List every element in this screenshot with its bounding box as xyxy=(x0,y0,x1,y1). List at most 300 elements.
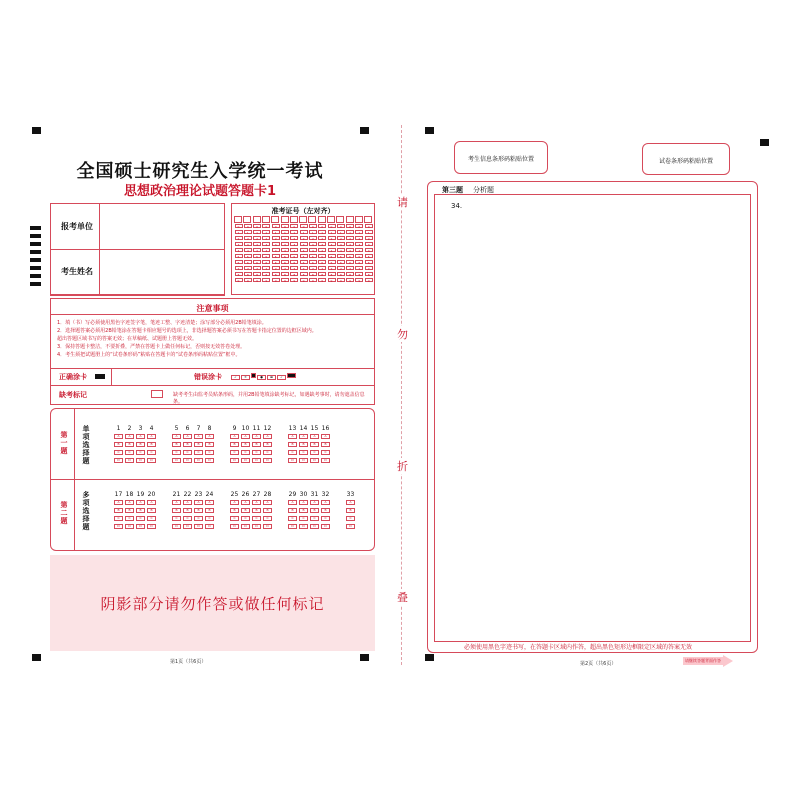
option-bubble-d[interactable]: D xyxy=(114,524,123,529)
ticket-digit-bubble[interactable]: 0 xyxy=(365,224,373,228)
ticket-digit-bubble[interactable]: 3 xyxy=(309,242,317,246)
ticket-digit-bubble[interactable]: 3 xyxy=(365,242,373,246)
option-bubble-c[interactable]: C xyxy=(230,450,239,455)
ticket-digit-bubble[interactable]: 5 xyxy=(300,254,308,258)
ticket-digit-bubble[interactable]: 8 xyxy=(253,272,261,276)
ticket-digit-bubble[interactable]: 4 xyxy=(337,248,345,252)
ticket-digit-bubble[interactable]: 8 xyxy=(337,272,345,276)
ticket-digit-bubble[interactable]: 5 xyxy=(346,254,354,258)
ticket-digit-bubble[interactable]: 6 xyxy=(244,260,252,264)
ticket-digit-bubble[interactable]: 6 xyxy=(328,260,336,264)
ticket-digit-bubble[interactable]: 2 xyxy=(281,236,289,240)
ticket-digit-bubble[interactable]: 7 xyxy=(272,266,280,270)
option-bubble-d[interactable]: D xyxy=(288,524,297,529)
option-bubble-a[interactable]: A xyxy=(252,500,261,505)
option-bubble-a[interactable]: A xyxy=(230,434,239,439)
option-bubble-d[interactable]: D xyxy=(299,524,308,529)
ticket-digit-bubble[interactable]: 7 xyxy=(300,266,308,270)
option-bubble-b[interactable]: B xyxy=(136,442,145,447)
ticket-digit-bubble[interactable]: 3 xyxy=(235,242,243,246)
option-bubble-b[interactable]: B xyxy=(194,508,203,513)
ticket-digit-bubble[interactable]: 7 xyxy=(355,266,363,270)
ticket-digit-bubble[interactable]: 0 xyxy=(346,224,354,228)
option-bubble-a[interactable]: A xyxy=(125,434,134,439)
ticket-digit-bubble[interactable]: 5 xyxy=(235,254,243,258)
option-bubble-b[interactable]: B xyxy=(194,442,203,447)
ticket-write-box[interactable] xyxy=(271,216,279,223)
option-bubble-b[interactable]: B xyxy=(230,442,239,447)
ticket-digit-bubble[interactable]: 9 xyxy=(355,278,363,282)
option-bubble-b[interactable]: B xyxy=(252,442,261,447)
ticket-digit-bubble[interactable]: 2 xyxy=(328,236,336,240)
ticket-digit-bubble[interactable]: 6 xyxy=(318,260,326,264)
option-bubble-d[interactable]: D xyxy=(299,458,308,463)
ticket-digit-bubble[interactable]: 5 xyxy=(355,254,363,258)
option-bubble-a[interactable]: A xyxy=(299,434,308,439)
option-bubble-a[interactable]: A xyxy=(321,500,330,505)
option-bubble-a[interactable]: A xyxy=(252,434,261,439)
option-bubble-b[interactable]: B xyxy=(263,442,272,447)
option-bubble-d[interactable]: D xyxy=(114,458,123,463)
ticket-write-box[interactable] xyxy=(364,216,372,223)
ticket-digit-bubble[interactable]: 9 xyxy=(272,278,280,282)
option-bubble-d[interactable]: D xyxy=(230,458,239,463)
option-bubble-b[interactable]: B xyxy=(147,508,156,513)
option-bubble-a[interactable]: A xyxy=(241,434,250,439)
ticket-digit-bubble[interactable]: 3 xyxy=(355,242,363,246)
option-bubble-d[interactable]: D xyxy=(346,524,355,529)
option-bubble-c[interactable]: C xyxy=(172,450,181,455)
ticket-digit-bubble[interactable]: 8 xyxy=(309,272,317,276)
option-bubble-a[interactable]: A xyxy=(172,434,181,439)
option-bubble-d[interactable]: D xyxy=(263,458,272,463)
option-bubble-c[interactable]: C xyxy=(321,516,330,521)
ticket-write-box[interactable] xyxy=(355,216,363,223)
ticket-digit-bubble[interactable]: 7 xyxy=(290,266,298,270)
ticket-digit-bubble[interactable]: 1 xyxy=(355,230,363,234)
ticket-digit-bubble[interactable]: 0 xyxy=(355,224,363,228)
ticket-digit-bubble[interactable]: 9 xyxy=(309,278,317,282)
option-bubble-c[interactable]: C xyxy=(172,516,181,521)
ticket-digit-bubble[interactable]: 7 xyxy=(318,266,326,270)
option-bubble-a[interactable]: A xyxy=(114,500,123,505)
ticket-digit-bubble[interactable]: 6 xyxy=(355,260,363,264)
option-bubble-c[interactable]: C xyxy=(288,516,297,521)
ticket-digit-bubble[interactable]: 2 xyxy=(244,236,252,240)
option-bubble-a[interactable]: A xyxy=(147,500,156,505)
option-bubble-c[interactable]: C xyxy=(136,450,145,455)
option-bubble-c[interactable]: C xyxy=(147,516,156,521)
option-bubble-b[interactable]: B xyxy=(346,508,355,513)
ticket-digit-bubble[interactable]: 9 xyxy=(290,278,298,282)
ticket-digit-bubble[interactable]: 7 xyxy=(244,266,252,270)
ticket-digit-bubble[interactable]: 4 xyxy=(328,248,336,252)
ticket-digit-bubble[interactable]: 6 xyxy=(309,260,317,264)
ticket-digit-bubble[interactable]: 9 xyxy=(262,278,270,282)
ticket-digit-bubble[interactable]: 8 xyxy=(355,272,363,276)
option-bubble-a[interactable]: A xyxy=(125,500,134,505)
ticket-digit-bubble[interactable]: 7 xyxy=(253,266,261,270)
option-bubble-a[interactable]: A xyxy=(136,434,145,439)
option-bubble-c[interactable]: C xyxy=(147,450,156,455)
option-bubble-c[interactable]: C xyxy=(299,516,308,521)
option-bubble-b[interactable]: B xyxy=(241,442,250,447)
ticket-write-box[interactable] xyxy=(327,216,335,223)
option-bubble-d[interactable]: D xyxy=(183,524,192,529)
option-bubble-a[interactable]: A xyxy=(321,434,330,439)
option-bubble-b[interactable]: B xyxy=(288,442,297,447)
ticket-write-box[interactable] xyxy=(346,216,354,223)
option-bubble-c[interactable]: C xyxy=(241,516,250,521)
option-bubble-d[interactable]: D xyxy=(241,524,250,529)
option-bubble-c[interactable]: C xyxy=(346,516,355,521)
ticket-digit-bubble[interactable]: 5 xyxy=(365,254,373,258)
option-bubble-b[interactable]: B xyxy=(263,508,272,513)
option-bubble-d[interactable]: D xyxy=(194,458,203,463)
option-bubble-a[interactable]: A xyxy=(205,434,214,439)
ticket-write-box[interactable] xyxy=(318,216,326,223)
option-bubble-b[interactable]: B xyxy=(172,442,181,447)
option-bubble-d[interactable]: D xyxy=(205,458,214,463)
ticket-digit-bubble[interactable]: 1 xyxy=(244,230,252,234)
ticket-digit-bubble[interactable]: 0 xyxy=(253,224,261,228)
option-bubble-d[interactable]: D xyxy=(252,458,261,463)
option-bubble-a[interactable]: A xyxy=(263,434,272,439)
option-bubble-a[interactable]: A xyxy=(346,500,355,505)
ticket-digit-bubble[interactable]: 6 xyxy=(337,260,345,264)
ticket-digit-bubble[interactable]: 0 xyxy=(262,224,270,228)
ticket-digit-bubble[interactable]: 7 xyxy=(337,266,345,270)
ticket-digit-bubble[interactable]: 1 xyxy=(235,230,243,234)
option-bubble-d[interactable]: D xyxy=(136,458,145,463)
option-bubble-a[interactable]: A xyxy=(310,500,319,505)
ticket-digit-bubble[interactable]: 1 xyxy=(365,230,373,234)
ticket-digit-bubble[interactable]: 7 xyxy=(309,266,317,270)
option-bubble-d[interactable]: D xyxy=(205,524,214,529)
ticket-digit-bubble[interactable]: 7 xyxy=(262,266,270,270)
ticket-digit-bubble[interactable]: 2 xyxy=(290,236,298,240)
option-bubble-b[interactable]: B xyxy=(172,508,181,513)
option-bubble-b[interactable]: B xyxy=(321,442,330,447)
ticket-digit-bubble[interactable]: 6 xyxy=(235,260,243,264)
ticket-digit-bubble[interactable]: 1 xyxy=(346,230,354,234)
ticket-digit-bubble[interactable]: 6 xyxy=(262,260,270,264)
option-bubble-b[interactable]: B xyxy=(183,508,192,513)
ticket-digit-bubble[interactable]: 3 xyxy=(262,242,270,246)
ticket-digit-bubble[interactable]: 3 xyxy=(290,242,298,246)
ticket-digit-bubble[interactable]: 1 xyxy=(262,230,270,234)
ticket-digit-bubble[interactable]: 1 xyxy=(290,230,298,234)
ticket-digit-bubble[interactable]: 9 xyxy=(337,278,345,282)
option-bubble-c[interactable]: C xyxy=(194,450,203,455)
option-bubble-d[interactable]: D xyxy=(183,458,192,463)
ticket-digit-bubble[interactable]: 4 xyxy=(318,248,326,252)
option-bubble-c[interactable]: C xyxy=(125,450,134,455)
ticket-digit-bubble[interactable]: 1 xyxy=(281,230,289,234)
option-bubble-d[interactable]: D xyxy=(147,458,156,463)
option-bubble-d[interactable]: D xyxy=(194,524,203,529)
ticket-write-box[interactable] xyxy=(243,216,251,223)
option-bubble-c[interactable]: C xyxy=(263,516,272,521)
option-bubble-d[interactable]: D xyxy=(252,524,261,529)
option-bubble-a[interactable]: A xyxy=(136,500,145,505)
ticket-digit-bubble[interactable]: 2 xyxy=(309,236,317,240)
option-bubble-a[interactable]: A xyxy=(172,500,181,505)
ticket-digit-bubble[interactable]: 2 xyxy=(346,236,354,240)
ticket-digit-bubble[interactable]: 0 xyxy=(337,224,345,228)
ticket-digit-bubble[interactable]: 7 xyxy=(346,266,354,270)
ticket-digit-bubble[interactable]: 1 xyxy=(253,230,261,234)
option-bubble-d[interactable]: D xyxy=(230,524,239,529)
option-bubble-d[interactable]: D xyxy=(136,524,145,529)
ticket-digit-bubble[interactable]: 2 xyxy=(355,236,363,240)
ticket-digit-bubble[interactable]: 6 xyxy=(253,260,261,264)
option-bubble-a[interactable]: A xyxy=(183,434,192,439)
ticket-digit-bubble[interactable]: 0 xyxy=(244,224,252,228)
ticket-digit-bubble[interactable]: 2 xyxy=(253,236,261,240)
ticket-digit-bubble[interactable]: 6 xyxy=(300,260,308,264)
option-bubble-d[interactable]: D xyxy=(288,458,297,463)
option-bubble-c[interactable]: C xyxy=(263,450,272,455)
ticket-digit-bubble[interactable]: 7 xyxy=(281,266,289,270)
option-bubble-a[interactable]: A xyxy=(147,434,156,439)
ticket-digit-bubble[interactable]: 3 xyxy=(272,242,280,246)
ticket-digit-bubble[interactable]: 9 xyxy=(365,278,373,282)
ticket-digit-bubble[interactable]: 4 xyxy=(309,248,317,252)
option-bubble-d[interactable]: D xyxy=(310,458,319,463)
ticket-digit-bubble[interactable]: 4 xyxy=(365,248,373,252)
option-bubble-a[interactable]: A xyxy=(194,434,203,439)
option-bubble-b[interactable]: B xyxy=(114,442,123,447)
ticket-digit-bubble[interactable]: 3 xyxy=(328,242,336,246)
ticket-digit-bubble[interactable]: 0 xyxy=(235,224,243,228)
option-bubble-d[interactable]: D xyxy=(241,458,250,463)
ticket-digit-bubble[interactable]: 3 xyxy=(244,242,252,246)
ticket-digit-bubble[interactable]: 8 xyxy=(281,272,289,276)
ticket-digit-bubble[interactable]: 8 xyxy=(318,272,326,276)
ticket-write-box[interactable] xyxy=(253,216,261,223)
option-bubble-c[interactable]: C xyxy=(299,450,308,455)
option-bubble-a[interactable]: A xyxy=(194,500,203,505)
ticket-digit-bubble[interactable]: 0 xyxy=(300,224,308,228)
ticket-digit-bubble[interactable]: 4 xyxy=(290,248,298,252)
option-bubble-c[interactable]: C xyxy=(288,450,297,455)
ticket-digit-bubble[interactable]: 2 xyxy=(235,236,243,240)
ticket-digit-bubble[interactable]: 6 xyxy=(346,260,354,264)
ticket-digit-bubble[interactable]: 3 xyxy=(281,242,289,246)
option-bubble-b[interactable]: B xyxy=(241,508,250,513)
ticket-digit-bubble[interactable]: 5 xyxy=(244,254,252,258)
option-bubble-b[interactable]: B xyxy=(299,442,308,447)
option-bubble-d[interactable]: D xyxy=(310,524,319,529)
option-bubble-a[interactable]: A xyxy=(288,500,297,505)
ticket-digit-bubble[interactable]: 0 xyxy=(328,224,336,228)
ticket-digit-bubble[interactable]: 2 xyxy=(262,236,270,240)
ticket-digit-bubble[interactable]: 9 xyxy=(328,278,336,282)
option-bubble-a[interactable]: A xyxy=(241,500,250,505)
field-unit[interactable] xyxy=(50,203,225,250)
option-bubble-d[interactable]: D xyxy=(321,458,330,463)
ticket-digit-bubble[interactable]: 7 xyxy=(328,266,336,270)
ticket-digit-bubble[interactable]: 8 xyxy=(235,272,243,276)
ticket-digit-bubble[interactable]: 3 xyxy=(318,242,326,246)
option-bubble-c[interactable]: C xyxy=(114,450,123,455)
option-bubble-b[interactable]: B xyxy=(114,508,123,513)
ticket-digit-bubble[interactable]: 9 xyxy=(253,278,261,282)
option-bubble-c[interactable]: C xyxy=(205,516,214,521)
option-bubble-a[interactable]: A xyxy=(114,434,123,439)
option-bubble-c[interactable]: C xyxy=(125,516,134,521)
ticket-digit-bubble[interactable]: 1 xyxy=(300,230,308,234)
option-bubble-b[interactable]: B xyxy=(310,442,319,447)
ticket-digit-bubble[interactable]: 5 xyxy=(328,254,336,258)
option-bubble-c[interactable]: C xyxy=(194,516,203,521)
ticket-digit-bubble[interactable]: 9 xyxy=(235,278,243,282)
option-bubble-c[interactable]: C xyxy=(183,450,192,455)
ticket-digit-bubble[interactable]: 9 xyxy=(300,278,308,282)
ticket-digit-bubble[interactable]: 7 xyxy=(365,266,373,270)
option-bubble-b[interactable]: B xyxy=(183,442,192,447)
ticket-write-box[interactable] xyxy=(281,216,289,223)
ticket-digit-bubble[interactable]: 4 xyxy=(235,248,243,252)
option-bubble-d[interactable]: D xyxy=(321,524,330,529)
ticket-digit-bubble[interactable]: 9 xyxy=(346,278,354,282)
ticket-digit-bubble[interactable]: 8 xyxy=(328,272,336,276)
ticket-digit-bubble[interactable]: 4 xyxy=(346,248,354,252)
ticket-digit-bubble[interactable]: 4 xyxy=(244,248,252,252)
ticket-digit-bubble[interactable]: 3 xyxy=(253,242,261,246)
option-bubble-b[interactable]: B xyxy=(147,442,156,447)
option-bubble-d[interactable]: D xyxy=(172,524,181,529)
option-bubble-c[interactable]: C xyxy=(241,450,250,455)
answer-area[interactable] xyxy=(434,194,751,642)
option-bubble-a[interactable]: A xyxy=(288,434,297,439)
option-bubble-c[interactable]: C xyxy=(183,516,192,521)
ticket-digit-bubble[interactable]: 4 xyxy=(262,248,270,252)
option-bubble-a[interactable]: A xyxy=(183,500,192,505)
ticket-write-box[interactable] xyxy=(290,216,298,223)
ticket-digit-bubble[interactable]: 5 xyxy=(309,254,317,258)
ticket-digit-bubble[interactable]: 0 xyxy=(309,224,317,228)
ticket-digit-bubble[interactable]: 8 xyxy=(365,272,373,276)
option-bubble-b[interactable]: B xyxy=(252,508,261,513)
ticket-digit-bubble[interactable]: 6 xyxy=(281,260,289,264)
ticket-digit-bubble[interactable]: 4 xyxy=(300,248,308,252)
ticket-digit-bubble[interactable]: 6 xyxy=(290,260,298,264)
ticket-digit-bubble[interactable]: 8 xyxy=(290,272,298,276)
ticket-digit-bubble[interactable]: 5 xyxy=(290,254,298,258)
option-bubble-d[interactable]: D xyxy=(263,524,272,529)
option-bubble-d[interactable]: D xyxy=(172,458,181,463)
ticket-digit-bubble[interactable]: 5 xyxy=(281,254,289,258)
absent-mark-box[interactable] xyxy=(151,390,163,398)
ticket-digit-bubble[interactable]: 6 xyxy=(365,260,373,264)
option-bubble-d[interactable]: D xyxy=(125,524,134,529)
option-bubble-d[interactable]: D xyxy=(147,524,156,529)
ticket-digit-bubble[interactable]: 4 xyxy=(253,248,261,252)
ticket-digit-bubble[interactable]: 9 xyxy=(318,278,326,282)
ticket-digit-bubble[interactable]: 1 xyxy=(337,230,345,234)
option-bubble-a[interactable]: A xyxy=(299,500,308,505)
option-bubble-b[interactable]: B xyxy=(299,508,308,513)
option-bubble-c[interactable]: C xyxy=(321,450,330,455)
ticket-digit-bubble[interactable]: 1 xyxy=(309,230,317,234)
ticket-digit-bubble[interactable]: 5 xyxy=(337,254,345,258)
option-bubble-c[interactable]: C xyxy=(310,516,319,521)
ticket-digit-bubble[interactable]: 9 xyxy=(281,278,289,282)
option-bubble-b[interactable]: B xyxy=(205,508,214,513)
option-bubble-c[interactable]: C xyxy=(252,450,261,455)
ticket-digit-bubble[interactable]: 8 xyxy=(300,272,308,276)
option-bubble-b[interactable]: B xyxy=(321,508,330,513)
option-bubble-b[interactable]: B xyxy=(310,508,319,513)
ticket-digit-bubble[interactable]: 1 xyxy=(328,230,336,234)
option-bubble-c[interactable]: C xyxy=(114,516,123,521)
ticket-digit-bubble[interactable]: 9 xyxy=(244,278,252,282)
ticket-digit-bubble[interactable]: 4 xyxy=(281,248,289,252)
ticket-digit-bubble[interactable]: 0 xyxy=(318,224,326,228)
ticket-write-box[interactable] xyxy=(308,216,316,223)
ticket-digit-bubble[interactable]: 0 xyxy=(290,224,298,228)
ticket-digit-bubble[interactable]: 3 xyxy=(337,242,345,246)
option-bubble-b[interactable]: B xyxy=(205,442,214,447)
ticket-digit-bubble[interactable]: 7 xyxy=(235,266,243,270)
ticket-digit-bubble[interactable]: 8 xyxy=(262,272,270,276)
ticket-write-box[interactable] xyxy=(299,216,307,223)
option-bubble-b[interactable]: B xyxy=(125,508,134,513)
ticket-digit-bubble[interactable]: 5 xyxy=(253,254,261,258)
ticket-digit-bubble[interactable]: 8 xyxy=(244,272,252,276)
ticket-digit-bubble[interactable]: 8 xyxy=(346,272,354,276)
ticket-digit-bubble[interactable]: 5 xyxy=(318,254,326,258)
option-bubble-c[interactable]: C xyxy=(252,516,261,521)
field-name[interactable] xyxy=(50,249,225,296)
ticket-digit-bubble[interactable]: 5 xyxy=(262,254,270,258)
ticket-digit-bubble[interactable]: 4 xyxy=(272,248,280,252)
ticket-write-box[interactable] xyxy=(262,216,270,223)
option-bubble-a[interactable]: A xyxy=(230,500,239,505)
option-bubble-c[interactable]: C xyxy=(205,450,214,455)
option-bubble-a[interactable]: A xyxy=(263,500,272,505)
ticket-digit-bubble[interactable]: 3 xyxy=(346,242,354,246)
option-bubble-b[interactable]: B xyxy=(230,508,239,513)
option-bubble-b[interactable]: B xyxy=(125,442,134,447)
ticket-digit-bubble[interactable]: 1 xyxy=(318,230,326,234)
option-bubble-a[interactable]: A xyxy=(310,434,319,439)
ticket-digit-bubble[interactable]: 2 xyxy=(318,236,326,240)
ticket-write-box[interactable] xyxy=(336,216,344,223)
ticket-digit-bubble[interactable]: 2 xyxy=(365,236,373,240)
ticket-write-box[interactable] xyxy=(234,216,242,223)
option-bubble-c[interactable]: C xyxy=(136,516,145,521)
ticket-digit-bubble[interactable]: 0 xyxy=(281,224,289,228)
ticket-digit-bubble[interactable]: 6 xyxy=(272,260,280,264)
option-bubble-a[interactable]: A xyxy=(205,500,214,505)
option-bubble-b[interactable]: B xyxy=(288,508,297,513)
ticket-digit-bubble[interactable]: 0 xyxy=(272,224,280,228)
ticket-digit-bubble[interactable]: 8 xyxy=(272,272,280,276)
option-bubble-c[interactable]: C xyxy=(230,516,239,521)
ticket-digit-bubble[interactable]: 1 xyxy=(272,230,280,234)
ticket-digit-bubble[interactable]: 3 xyxy=(300,242,308,246)
ticket-digit-bubble[interactable]: 2 xyxy=(300,236,308,240)
ticket-digit-bubble[interactable]: 2 xyxy=(272,236,280,240)
option-bubble-d[interactable]: D xyxy=(125,458,134,463)
option-bubble-b[interactable]: B xyxy=(136,508,145,513)
ticket-digit-bubble[interactable]: 2 xyxy=(337,236,345,240)
option-bubble-c[interactable]: C xyxy=(310,450,319,455)
ticket-digit-bubble[interactable]: 5 xyxy=(272,254,280,258)
